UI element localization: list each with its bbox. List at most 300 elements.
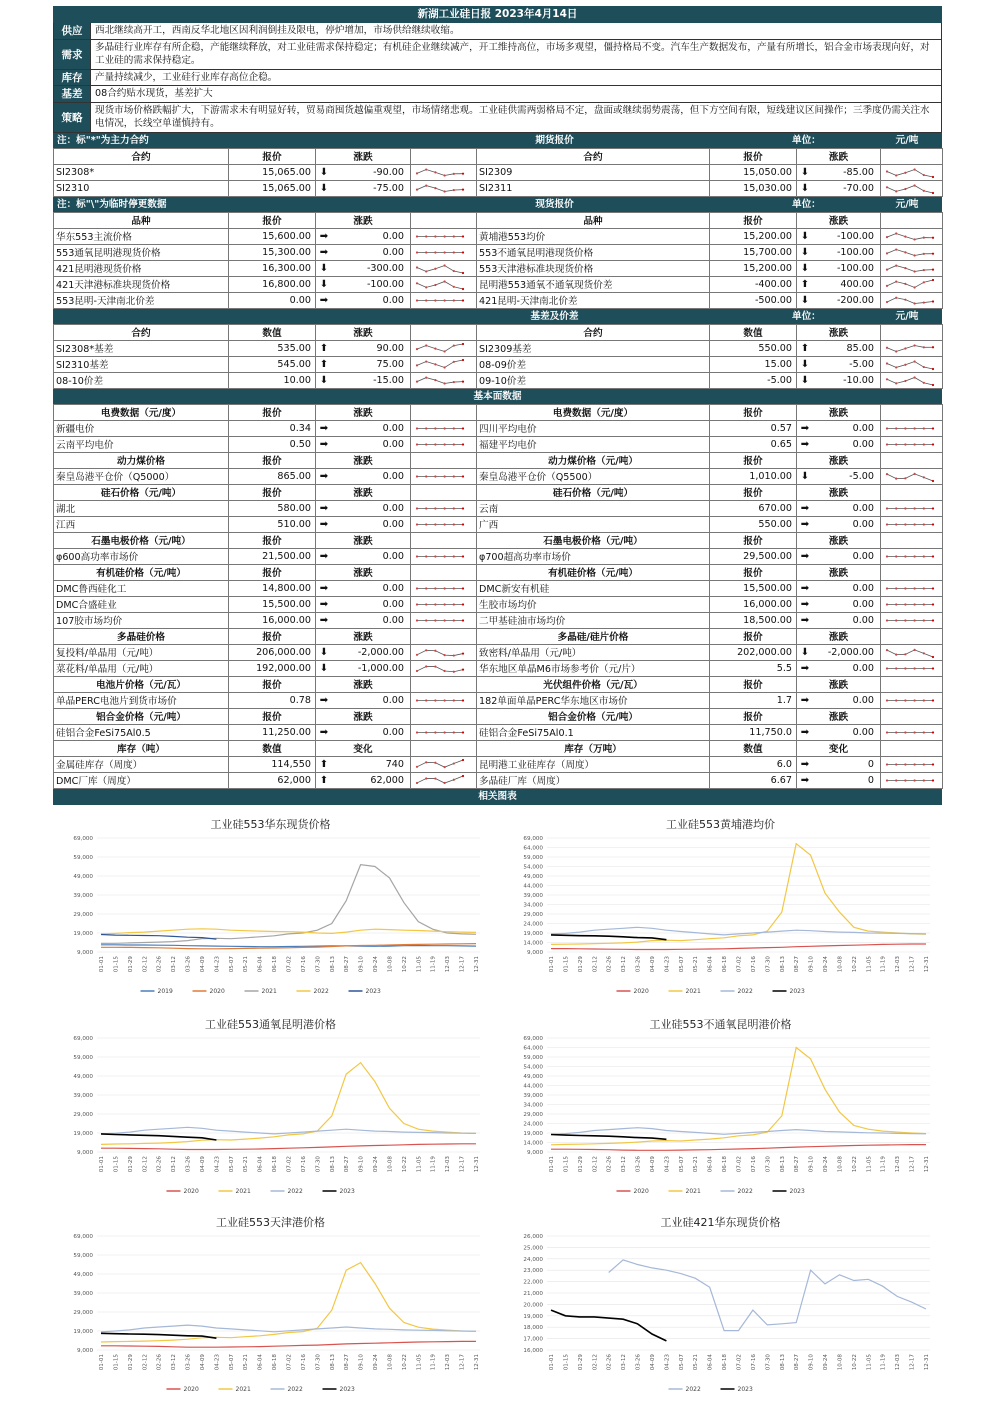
x-tick-label: 09-24 (823, 1156, 830, 1173)
column-header: 涨跌 (316, 532, 411, 548)
y-tick-label: 39,000 (73, 1093, 93, 1099)
x-tick-label: 08-13 (779, 1354, 786, 1371)
column-header: 涨跌 (797, 708, 881, 724)
column-header: 合约 (54, 148, 229, 164)
x-tick-label: 02-26 (156, 1354, 163, 1371)
x-tick-label: 08-27 (794, 1156, 801, 1173)
sparkline (883, 662, 937, 675)
section-title: 现货报价 (535, 198, 574, 210)
item-change (316, 164, 411, 180)
item-name: 菜花料/单晶用（元/吨） (54, 660, 229, 676)
column-header: 品种 (477, 212, 710, 228)
item-name: 昆明港553通氧不通氧现货价差 (477, 276, 710, 292)
sparkline (883, 598, 937, 611)
x-tick-label: 07-16 (750, 956, 757, 973)
item-change (316, 500, 411, 516)
trend-cell (881, 548, 943, 564)
sparkline (413, 726, 467, 739)
y-tick-label: 9,000 (76, 950, 93, 956)
sparkline (413, 182, 467, 195)
y-tick-label: 9,000 (76, 1348, 93, 1354)
sparkline (883, 502, 937, 515)
change-value: 0.00 (382, 438, 404, 450)
change-value: 62,000 (370, 774, 404, 786)
y-tick-label: 59,000 (523, 1055, 543, 1061)
trend-cell (881, 420, 943, 436)
table-row (54, 756, 943, 772)
x-tick-label: 08-27 (794, 1354, 801, 1371)
item-name: 421天津港标准块现货价格 (54, 276, 229, 292)
change-value: 0.00 (852, 726, 874, 738)
trend-cell (881, 228, 943, 244)
basis-table (53, 324, 943, 389)
x-tick-label: 11-05 (416, 1156, 423, 1173)
x-tick-label: 02-12 (142, 1156, 149, 1173)
item-name: 硅铝合金FeSi75Al0.5 (54, 724, 229, 740)
sparkline (883, 422, 937, 435)
arrow-right-icon: ➡ (800, 598, 810, 610)
item-change (797, 724, 881, 740)
change-value: 400.00 (840, 278, 874, 290)
series-line-2020 (101, 1341, 476, 1347)
header-spacer (411, 212, 477, 228)
trend-cell (411, 548, 477, 564)
section-title: 基本面数据 (473, 390, 522, 402)
item-price: 15,300.00 (229, 244, 316, 260)
header-spacer (411, 324, 477, 340)
legend-label: 2020 (209, 988, 225, 995)
item-price: 114,550 (229, 756, 316, 772)
header-spacer (881, 324, 943, 340)
change-value: -70.00 (843, 182, 874, 194)
x-tick-label: 05-07 (678, 1354, 685, 1371)
arrow-right-icon: ➡ (800, 774, 810, 786)
x-tick-label: 08-27 (344, 1156, 351, 1173)
x-tick-label: 07-02 (286, 1354, 293, 1371)
y-tick-label: 69,000 (523, 1036, 543, 1042)
y-tick-label: 49,000 (523, 1074, 543, 1080)
item-change (316, 340, 411, 356)
arrow-right-icon: ➡ (800, 550, 810, 562)
summary-block (53, 23, 942, 133)
legend-label: 2022 (737, 988, 753, 995)
column-header: 涨跌 (797, 324, 881, 340)
summary-row-2 (54, 70, 941, 87)
column-header: 石墨电极价格（元/吨） (54, 532, 229, 548)
item-price: 202,000.00 (710, 644, 797, 660)
item-name: SI2311 (477, 180, 710, 196)
change-value: -10.00 (843, 374, 874, 386)
x-tick-label: 03-12 (171, 956, 178, 973)
arrow-down-icon: ⬇ (800, 646, 810, 658)
change-value: -2,000.00 (827, 646, 874, 658)
item-change (316, 468, 411, 484)
table-row (54, 644, 943, 660)
x-tick-label: 07-30 (315, 1156, 322, 1173)
summary-row-4 (54, 103, 941, 133)
x-tick-label: 03-26 (635, 956, 642, 973)
item-price: 535.00 (229, 340, 316, 356)
change-value: 0 (867, 774, 874, 786)
sparkline (883, 614, 937, 627)
x-tick-label: 03-26 (185, 956, 192, 973)
change-value: 0.00 (852, 502, 874, 514)
arrow-down-icon: ⬇ (800, 182, 810, 194)
section-note: 注：标"\"为临时停更数据 (57, 198, 167, 210)
header-spacer (881, 404, 943, 420)
item-change (797, 516, 881, 532)
y-tick-label: 14,000 (523, 940, 543, 947)
trend-cell (881, 292, 943, 308)
arrow-down-icon: ⬇ (319, 262, 329, 274)
x-tick-label: 12-17 (909, 1156, 916, 1173)
arrow-down-icon: ⬇ (319, 646, 329, 658)
item-price: 15,600.00 (229, 228, 316, 244)
column-header: 报价 (229, 484, 316, 500)
charts-section-title: 相关图表 (53, 789, 942, 805)
item-change (797, 660, 881, 676)
trend-cell (881, 468, 943, 484)
column-header: 涨跌 (316, 148, 411, 164)
column-header: 涨跌 (316, 212, 411, 228)
x-tick-label: 02-12 (592, 1156, 599, 1173)
x-tick-label: 05-21 (243, 956, 250, 973)
table-row (54, 340, 943, 356)
item-name: 多晶硅厂库（周度） (477, 772, 710, 788)
y-tick-label: 19,000 (523, 1131, 543, 1137)
item-price: 62,000 (229, 772, 316, 788)
item-change (316, 244, 411, 260)
y-tick-label: 39,000 (523, 1093, 543, 1099)
chart-0 (53, 804, 488, 999)
column-header: 报价 (229, 452, 316, 468)
x-tick-label: 01-15 (563, 1354, 570, 1371)
sparkline (883, 358, 937, 371)
item-name: 黄埔港553均价 (477, 228, 710, 244)
sparkline (413, 230, 467, 243)
table-row (54, 772, 943, 788)
x-tick-label: 05-07 (228, 956, 235, 973)
summary-row-1 (54, 40, 941, 70)
arrow-down-icon: ⬇ (800, 470, 810, 482)
x-tick-label: 01-29 (577, 956, 584, 973)
x-tick-label: 11-19 (880, 1156, 887, 1173)
column-header: 报价 (710, 404, 797, 420)
column-header: 涨跌 (316, 324, 411, 340)
item-name: DMC新安有机硅 (477, 580, 710, 596)
x-tick-label: 04-23 (664, 956, 671, 973)
sparkline (413, 422, 467, 435)
table-header (54, 148, 943, 164)
column-header: 报价 (710, 148, 797, 164)
sparkline (413, 166, 467, 179)
summary-text: 西北继续高开工，西南反华北地区因利润倒挂及限电，停炉增加，市场供给继续收缩。 (90, 23, 941, 39)
column-header: 涨跌 (797, 628, 881, 644)
sparkline (883, 646, 937, 659)
x-tick-label: 05-21 (693, 1354, 700, 1371)
x-tick-label: 12-17 (909, 956, 916, 973)
y-tick-label: 59,000 (73, 855, 93, 861)
change-value: -100.00 (366, 278, 404, 290)
x-tick-label: 08-27 (344, 1354, 351, 1371)
trend-cell (881, 612, 943, 628)
y-tick-label: 34,000 (523, 902, 543, 909)
trend-cell (881, 756, 943, 772)
item-change (316, 180, 411, 196)
table-row (54, 580, 943, 596)
trend-cell (411, 180, 477, 196)
sparkline (883, 262, 937, 275)
basis-section-header (53, 309, 942, 324)
trend-cell (411, 644, 477, 660)
arrow-up-icon: ⬆ (800, 278, 810, 290)
change-value: -1,000.00 (357, 662, 404, 674)
trend-cell (411, 756, 477, 772)
trend-cell (881, 260, 943, 276)
summary-label: 策略 (54, 103, 90, 132)
arrow-down-icon: ⬇ (319, 166, 329, 178)
item-change (316, 292, 411, 308)
x-tick-label: 05-21 (693, 1156, 700, 1173)
spot-section-header (53, 197, 942, 212)
x-tick-label: 04-23 (214, 1156, 221, 1173)
unit-label: 单位： (792, 134, 821, 146)
arrow-up-icon: ⬆ (319, 358, 329, 370)
x-tick-label: 09-24 (823, 1354, 830, 1371)
change-value: -300.00 (366, 262, 404, 274)
summary-label: 需求 (54, 40, 90, 69)
trend-cell (881, 164, 943, 180)
x-tick-label: 10-22 (401, 1354, 408, 1371)
unit: 元/吨 (895, 310, 919, 322)
item-name: SI2310 (54, 180, 229, 196)
item-price: 0.34 (229, 420, 316, 436)
arrow-right-icon: ➡ (319, 470, 329, 482)
item-change (316, 724, 411, 740)
x-tick-label: 07-30 (315, 1354, 322, 1371)
table-row (54, 276, 943, 292)
section-note (53, 309, 317, 324)
table-row (54, 372, 943, 388)
x-tick-label: 04-09 (649, 1156, 656, 1173)
change-value: 90.00 (376, 342, 404, 354)
x-tick-label: 07-30 (765, 1354, 772, 1371)
x-tick-label: 07-30 (315, 956, 322, 973)
series-line-2023 (101, 1333, 216, 1338)
y-tick-label: 18,000 (523, 1325, 543, 1332)
item-name: 华东地区单晶M6市场参考价（元/片） (477, 660, 710, 676)
x-tick-label: 01-29 (127, 956, 134, 973)
change-value: -100.00 (836, 230, 874, 242)
summary-text: 现货市场价格跌幅扩大，下游需求未有明显好转，贸易商囤货越偏重观望，市场情绪悲观。工业硅供需两弱格局不定，盘面或继续弱势震荡，但下方空间有限，短线建议区间操作；三季度仍需关注水电情况，长线空单谨慎持有。 (90, 103, 941, 132)
item-change (797, 372, 881, 388)
x-tick-label: 08-27 (794, 956, 801, 973)
item-name: SI2308*基差 (54, 340, 229, 356)
sparkline (413, 342, 467, 355)
arrow-right-icon: ➡ (319, 550, 329, 562)
sparkline (883, 278, 937, 291)
x-tick-label: 03-26 (185, 1354, 192, 1371)
y-tick-label: 19,000 (73, 931, 93, 937)
trend-cell (881, 724, 943, 740)
item-price: 206,000.00 (229, 644, 316, 660)
y-tick-label: 19,000 (523, 1313, 543, 1320)
y-tick-label: 29,000 (73, 912, 93, 918)
sparkline (883, 758, 937, 771)
x-tick-label: 01-01 (549, 956, 555, 973)
sparkline (883, 438, 937, 451)
x-tick-label: 10-08 (387, 1156, 394, 1173)
column-header: 涨跌 (797, 564, 881, 580)
item-change (316, 372, 411, 388)
y-tick-label: 16,000 (523, 1348, 543, 1354)
trend-cell (881, 660, 943, 676)
item-price: 550.00 (710, 516, 797, 532)
table-row (54, 692, 943, 708)
column-header: 涨跌 (797, 484, 881, 500)
table-row (54, 468, 943, 484)
sparkline (413, 646, 467, 659)
item-change (316, 660, 411, 676)
summary-text: 多晶硅行业库存有所企稳，产能继续释放，对工业硅需求保持稳定；有机硅企业继续减产，开工维持高位，市场多观望，僵持格局不变。汽车生产数据发布，产量有所增长，铝合金市场表现向好，对工业硅的需求保持稳定。 (90, 40, 941, 69)
chart-title: 工业硅553华东现货价格 (210, 818, 331, 831)
x-tick-label: 03-12 (621, 956, 628, 973)
x-tick-label: 03-12 (621, 1354, 628, 1371)
column-header: 涨跌 (797, 404, 881, 420)
y-tick-label: 49,000 (73, 1272, 93, 1278)
change-value: 85.00 (846, 342, 874, 354)
x-tick-label: 12-03 (445, 1354, 452, 1371)
arrow-right-icon: ➡ (800, 502, 810, 514)
x-tick-label: 06-04 (707, 956, 714, 973)
item-change (797, 420, 881, 436)
item-price: 6.67 (710, 772, 797, 788)
y-tick-label: 29,000 (523, 1112, 543, 1118)
x-tick-label: 12-31 (474, 1354, 480, 1371)
x-tick-label: 04-09 (199, 1354, 206, 1371)
column-header: 涨跌 (797, 212, 881, 228)
x-tick-label: 05-07 (678, 956, 685, 973)
arrow-down-icon: ⬇ (319, 374, 329, 386)
trend-cell (411, 340, 477, 356)
item-name: 新疆电价 (54, 420, 229, 436)
item-price: 11,250.00 (229, 724, 316, 740)
trend-cell (411, 356, 477, 372)
header-spacer (881, 740, 943, 756)
change-value: 0.00 (852, 582, 874, 594)
x-tick-label: 03-26 (635, 1354, 642, 1371)
item-price: 29,500.00 (710, 548, 797, 564)
column-header: 报价 (229, 564, 316, 580)
column-header: 涨跌 (797, 452, 881, 468)
item-name: 湖北 (54, 500, 229, 516)
trend-cell (881, 180, 943, 196)
fundamentals-section-header (53, 389, 942, 404)
item-change (316, 612, 411, 628)
y-tick-label: 29,000 (523, 912, 543, 918)
section-note: 注：标"*"为主力合约 (57, 134, 149, 146)
item-price: 0.78 (229, 692, 316, 708)
unit-label: 单位： (792, 198, 821, 210)
futures-table (53, 148, 943, 197)
chart-title: 工业硅421华东现货价格 (660, 1216, 781, 1229)
futures-section-header (53, 133, 942, 148)
column-header: 有机硅价格（元/吨） (477, 564, 710, 580)
x-tick-label: 10-22 (851, 1156, 858, 1173)
header-spacer (881, 212, 943, 228)
item-name: SI2308* (54, 164, 229, 180)
series-line-2019 (101, 945, 476, 947)
item-name: 硅铝合金FeSi75Al0.1 (477, 724, 710, 740)
item-change (316, 356, 411, 372)
item-price: 15,050.00 (710, 164, 797, 180)
x-tick-label: 12-03 (895, 1354, 902, 1371)
trend-cell (881, 276, 943, 292)
item-change (316, 228, 411, 244)
x-tick-label: 05-07 (228, 1354, 235, 1371)
sparkline (413, 502, 467, 515)
y-tick-label: 9,000 (526, 1150, 543, 1156)
x-tick-label: 04-09 (199, 956, 206, 973)
column-header: 数值 (710, 740, 797, 756)
x-tick-label: 02-26 (156, 956, 163, 973)
item-name: 致密料/单晶用（元/吨） (477, 644, 710, 660)
y-tick-label: 24,000 (523, 1121, 543, 1128)
x-tick-label: 06-04 (257, 1354, 264, 1371)
table-row (54, 596, 943, 612)
x-tick-label: 09-24 (373, 1354, 380, 1371)
arrow-down-icon: ⬇ (319, 182, 329, 194)
column-header: 报价 (710, 564, 797, 580)
item-name: 二甲基硅油市场均价 (477, 612, 710, 628)
y-tick-label: 24,000 (523, 921, 543, 928)
item-price: 0.65 (710, 436, 797, 452)
trend-cell (411, 276, 477, 292)
item-price: 5.5 (710, 660, 797, 676)
legend-label: 2021 (261, 988, 277, 995)
header-spacer (411, 452, 477, 468)
item-price: 16,000.00 (229, 612, 316, 628)
column-header: 电费数据（元/度） (54, 404, 229, 420)
trend-cell (881, 692, 943, 708)
arrow-right-icon: ➡ (319, 246, 329, 258)
change-value: 0.00 (852, 614, 874, 626)
item-price: -500.00 (710, 292, 797, 308)
item-change (797, 356, 881, 372)
item-price: 15,700.00 (710, 244, 797, 260)
item-price: 545.00 (229, 356, 316, 372)
x-tick-label: 05-07 (228, 1156, 235, 1173)
column-header: 数值 (229, 324, 316, 340)
y-tick-label: 39,000 (73, 1291, 93, 1297)
item-name: 秦皇岛港平仓价（Q5500） (477, 468, 710, 484)
trend-cell (881, 772, 943, 788)
y-tick-label: 59,000 (523, 855, 543, 861)
item-price: 1,010.00 (710, 468, 797, 484)
header-spacer (881, 484, 943, 500)
item-price: 15,200.00 (710, 228, 797, 244)
x-tick-label: 12-03 (895, 956, 902, 973)
trend-cell (881, 436, 943, 452)
column-header: 报价 (710, 452, 797, 468)
item-change (797, 772, 881, 788)
x-tick-label: 07-16 (300, 1354, 307, 1371)
change-value: 0.00 (852, 598, 874, 610)
change-value: 0.00 (382, 582, 404, 594)
x-tick-label: 12-17 (459, 1354, 466, 1371)
trend-cell (411, 724, 477, 740)
arrow-down-icon: ⬇ (800, 262, 810, 274)
